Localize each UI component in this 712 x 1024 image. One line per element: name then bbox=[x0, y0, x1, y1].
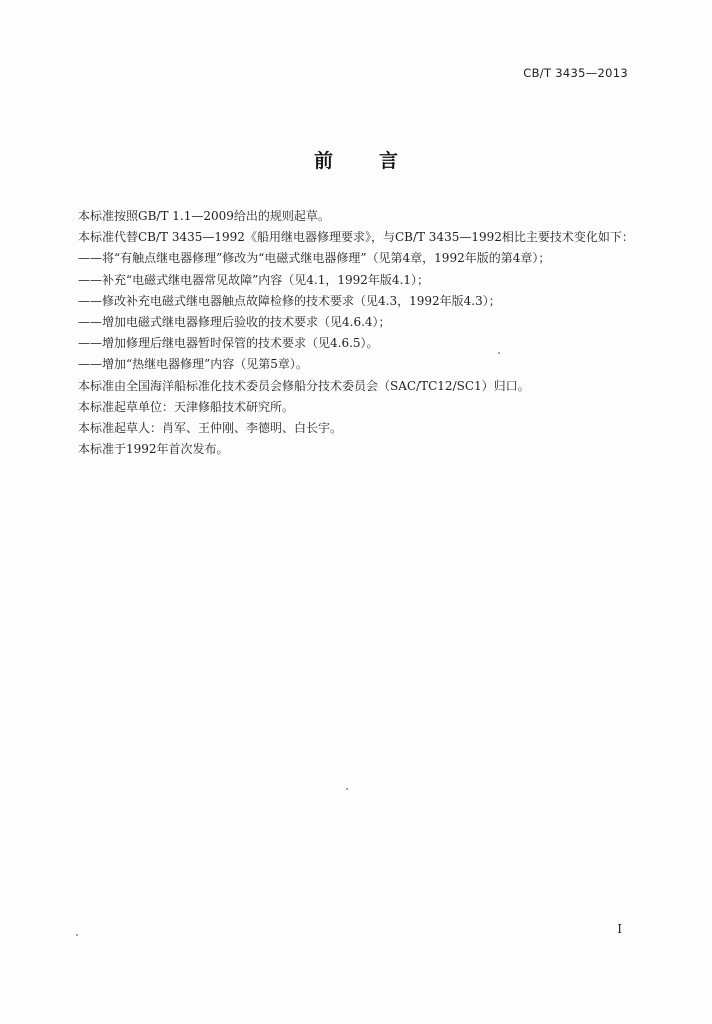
change-item: ——增加电磁式继电器修理后验收的技术要求（见4.6.4）； bbox=[78, 315, 391, 330]
change-item: ——补充“电磁式继电器常见故障”内容（见4.1，1992年版4.1）； bbox=[78, 272, 429, 287]
foreword-body bbox=[50, 206, 635, 460]
change-item: ——增加“热继电器修理”内容（见第5章）。 bbox=[78, 357, 308, 372]
paragraph-drafters: 本标准起草人：肖军、王仲刚、李德明、白长宇。 bbox=[78, 421, 343, 436]
paragraph-first-issue: 本标准于1992年首次发布。 bbox=[78, 442, 229, 457]
change-item: ——修改补充电磁式继电器触点故障检修的技术要求（见4.3，1992年版4.3）； bbox=[78, 293, 501, 308]
change-item: ——将“有触点继电器修理”修改为“电磁式继电器修理”（见第4章，1992年版的第4章）； bbox=[78, 251, 551, 266]
paragraph-committee: 本标准由全国海洋船标准化技术委员会修船分技术委员会（SAC/TC12/SC1）归口。 bbox=[78, 378, 530, 393]
scan-speck bbox=[346, 788, 348, 790]
page-title: 前言 bbox=[313, 150, 444, 172]
scan-speck bbox=[76, 934, 78, 936]
paragraph-replacement: 本标准代替CB/T 3435—1992《船用继电器修理要求》，与CB/T 3435—1992相比主要技术变化如下： bbox=[78, 230, 634, 245]
paragraph-drafting-rules: 本标准按照GB/T 1.1—2009给出的规则起草。 bbox=[78, 209, 330, 223]
scan-speck bbox=[498, 352, 500, 354]
page-number: I bbox=[617, 922, 622, 936]
paragraph-drafting-unit: 本标准起草单位：天津修船技术研究所。 bbox=[78, 399, 295, 414]
change-item: ——增加修理后继电器暂时保管的技术要求（见4.6.5）。 bbox=[78, 336, 379, 351]
standard-code: CB/T 3435—2013 bbox=[523, 66, 628, 80]
